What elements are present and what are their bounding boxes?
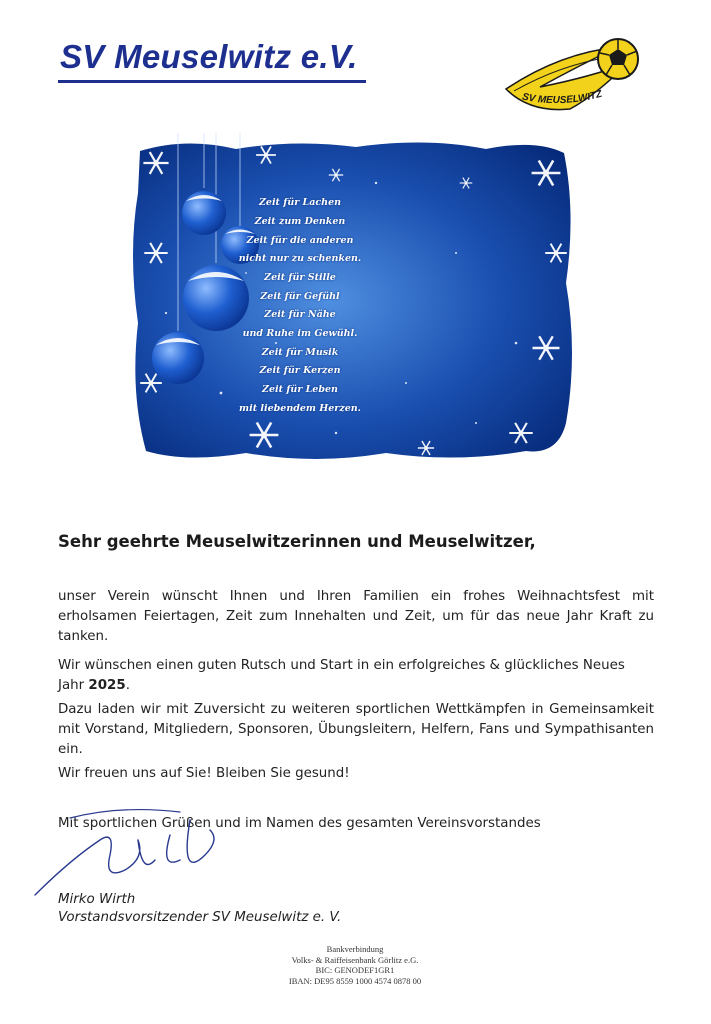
poem-line: Zeit für Nähe <box>264 309 336 320</box>
handwritten-signature <box>30 800 260 900</box>
poem-line: nicht nur zu schenken. <box>238 253 362 264</box>
poem-line: Zeit für Stille <box>264 272 336 283</box>
paragraph-new-year <box>58 656 654 696</box>
signer-name: Mirko Wirth <box>58 892 136 907</box>
new-year-text: Wir wünschen einen guten Rutsch und Start in ein erfolgreiches & glückliches Neues Jahr <box>58 658 625 693</box>
club-logo <box>500 35 645 115</box>
title-underline <box>58 80 366 83</box>
poem-line: Zeit für Musik <box>261 347 339 358</box>
bank-details <box>240 944 470 986</box>
paragraph-wishes: Wir freuen uns auf Sie! Bleiben Sie gesund! <box>58 766 350 781</box>
poem-line: mit liebendem Herzen. <box>239 403 361 414</box>
bank-iban: IBAN: DE95 8559 1000 4574 0878 00 <box>288 975 422 986</box>
new-year-year: 2025 <box>88 678 126 693</box>
poem-line: und Ruhe im Gewühl. <box>242 328 358 339</box>
card-background <box>126 133 576 469</box>
organization-title: SV Meuselwitz e.V. <box>60 38 358 75</box>
signer-role: Vorstandsvorsitzender SV Meuselwitz e. V. <box>58 910 342 925</box>
poem-line: Zeit für Leben <box>262 384 338 395</box>
christmas-card-image <box>126 133 576 469</box>
bank-title: Bankverbindung <box>326 944 384 954</box>
poem-line: Zeit für Kerzen <box>259 365 341 376</box>
logo-text: SV MEUSELWITZ <box>521 88 604 107</box>
new-year-period: . <box>125 678 130 693</box>
poem-line: Zeit für Lachen <box>258 197 342 208</box>
bank-name: Volks- & Raiffeisenbank Görlitz e.G. <box>291 954 419 965</box>
salutation: Sehr geehrte Meuselwitzerinnen und Meuselwitzer, <box>58 532 536 551</box>
poem-line: Zeit für die anderen <box>246 235 354 246</box>
poem-line: Zeit zum Denken <box>254 216 346 227</box>
paragraph-invitation: Dazu laden wir mit Zuversicht zu weiteren sportlichen Wettkämpfen in Gemeinsamkeit mit Vorstand, Mitgliedern, Sponsoren, Übungsleitern, Helfern, Fans und Sympathisanten ein. <box>58 702 654 757</box>
poem-line: Zeit für Gefühl <box>260 291 340 302</box>
bank-bic: BIC: GENODEF1GR1 <box>315 965 395 975</box>
paragraph-greeting: unser Verein wünscht Ihnen und Ihren Familien ein frohes Weihnachtsfest mit erholsamen Feiertagen, Zeit zum Innehalten und Zeit, um für das neue Jahr Kraft zu tanken. <box>58 589 654 644</box>
closing-line: Mit sportlichen Grüßen und im Namen des gesamten Vereinsvorstandes <box>58 816 541 831</box>
